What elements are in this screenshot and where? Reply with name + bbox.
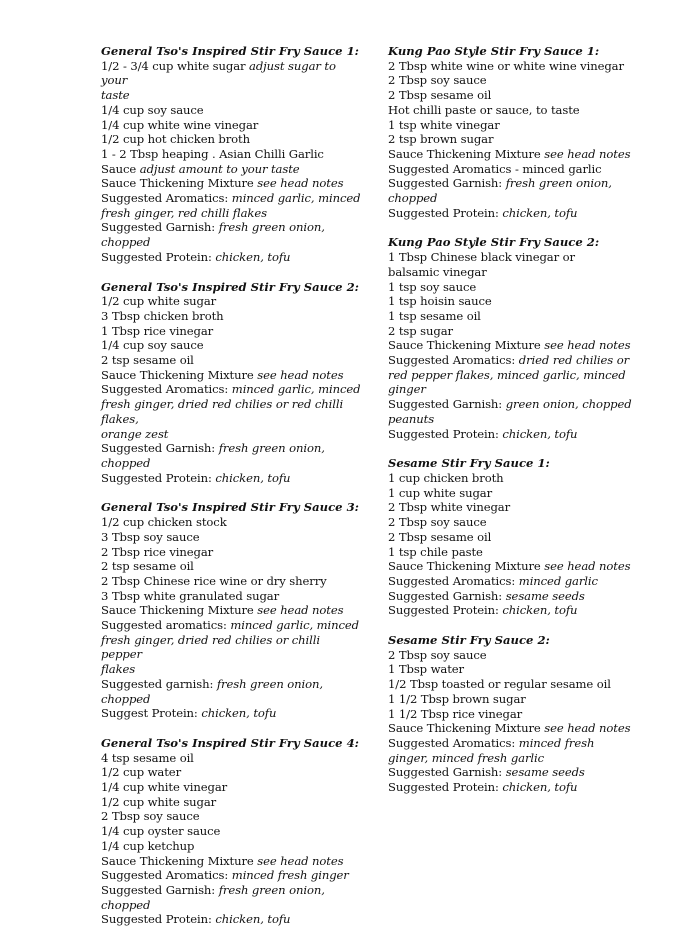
note-text: adjust sugar to your <box>101 58 336 88</box>
recipe-line <box>388 574 633 589</box>
ingredient-text: 1 tsp white vinegar <box>388 117 500 132</box>
recipe-line <box>101 368 363 383</box>
recipe-sesame-stir-fry-sauce-2 <box>388 633 633 795</box>
ingredient-text: Suggested Protein: <box>388 603 503 618</box>
recipe-line <box>388 265 633 280</box>
ingredient-text: Suggested Garnish: <box>388 588 506 603</box>
ingredient-text: 1/4 cup white wine vinegar <box>101 117 259 132</box>
recipe-line <box>388 132 633 147</box>
recipe-general-tso-s-inspired-stir-fry-sauce-4 <box>101 736 363 927</box>
recipe-line <box>101 751 363 766</box>
ingredient-text: 1 Tbsp water <box>388 662 464 677</box>
ingredient-text: 1/4 cup oyster sauce <box>101 824 221 839</box>
recipe-line <box>388 545 633 560</box>
ingredient-text: Suggested Protein: <box>388 426 503 441</box>
recipe-line <box>388 530 633 545</box>
recipe-line <box>101 324 363 339</box>
recipe-line <box>388 692 633 707</box>
note-text: see head notes <box>544 146 631 161</box>
ingredient-text: Suggested Aromatics: <box>388 353 519 368</box>
note-text: chicken, tofu <box>215 470 291 485</box>
ingredient-text: Suggested Garnish: <box>101 441 219 456</box>
note-text: chicken, tofu <box>215 912 291 927</box>
note-text: chicken, tofu <box>502 426 578 441</box>
note-text: chicken, tofu <box>215 249 291 264</box>
recipe-line <box>101 103 363 118</box>
note-text: see head notes <box>257 367 344 382</box>
note-text: minced fresh ginger <box>231 868 349 883</box>
recipe-general-tso-s-inspired-stir-fry-sauce-3 <box>101 500 363 721</box>
recipe-title: Sesame Stir Fry Sauce 2: <box>388 633 550 648</box>
note-text: ginger, minced fresh garlic <box>388 750 545 765</box>
recipe-line <box>101 618 363 633</box>
ingredient-text: 1/2 - 3/4 cup white sugar <box>101 58 250 73</box>
recipe-line <box>388 162 633 177</box>
ingredient-text: 2 Tbsp soy sauce <box>388 647 487 662</box>
ingredient-text: Sauce <box>101 161 140 176</box>
note-text: minced garlic, minced <box>231 191 361 206</box>
ingredient-text: Suggested garnish: <box>101 676 217 691</box>
ingredient-text: 1/2 Tbsp toasted or regular sesame oil <box>388 677 611 692</box>
note-text: ginger <box>388 382 426 397</box>
ingredient-text: Suggested Garnish: <box>101 220 219 235</box>
note-text: fresh ginger, red chilli flakes <box>101 205 267 220</box>
recipe-kung-pao-style-stir-fry-sauce-2 <box>388 235 633 441</box>
note-text: see head notes <box>257 176 344 191</box>
note-text: sesame seeds <box>505 588 585 603</box>
recipe-line <box>101 545 363 560</box>
ingredient-text: Sauce Thickening Mixture <box>101 176 258 191</box>
ingredient-text: Sauce Thickening Mixture <box>388 721 545 736</box>
recipe-line <box>388 662 633 677</box>
recipe-line <box>101 662 363 677</box>
recipe-line <box>388 103 633 118</box>
right-column <box>388 44 633 795</box>
note-text: minced fresh <box>518 735 595 750</box>
recipe-line <box>101 176 363 191</box>
recipe-line <box>101 912 363 927</box>
ingredient-text: 2 tsp sugar <box>388 323 453 338</box>
recipe-line <box>101 427 363 442</box>
recipe-line <box>101 338 363 353</box>
ingredient-text: Suggested Garnish: <box>388 176 506 191</box>
recipe-line <box>388 309 633 324</box>
recipe-line <box>388 736 633 751</box>
recipe-line <box>101 309 363 324</box>
ingredient-text: 2 tsp sesame oil <box>101 353 194 368</box>
recipe-line <box>101 854 363 869</box>
recipe-line <box>101 574 363 589</box>
ingredient-text: 1/2 cup white sugar <box>101 294 217 309</box>
ingredient-text: 1 - 2 Tbsp heaping . Asian Chilli Garlic <box>101 146 324 161</box>
ingredient-text: 1/4 cup ketchup <box>101 838 195 853</box>
recipe-line <box>101 397 363 426</box>
recipe-line <box>101 132 363 147</box>
recipe-line <box>388 88 633 103</box>
note-text: minced garlic, minced <box>231 382 361 397</box>
recipe-general-tso-s-inspired-stir-fry-sauce-1 <box>101 44 363 265</box>
ingredient-text: 3 Tbsp soy sauce <box>101 529 200 544</box>
recipe-line <box>388 118 633 133</box>
recipe-line <box>388 324 633 339</box>
recipe-line <box>101 220 363 249</box>
recipe-line <box>388 294 633 309</box>
recipe-line <box>101 530 363 545</box>
recipe-line <box>101 191 363 206</box>
note-text: fresh ginger, dried red chilies or chilli pepper <box>101 632 320 662</box>
note-text: see head notes <box>544 338 631 353</box>
recipe-title: General Tso's Inspired Stir Fry Sauce 2: <box>101 279 359 294</box>
ingredient-text: 2 tsp sesame oil <box>101 559 194 574</box>
recipe-line <box>388 368 633 383</box>
ingredient-text: Suggested Aromatics: <box>388 735 519 750</box>
recipe-line <box>101 839 363 854</box>
ingredient-text: 1 tsp chile paste <box>388 544 483 559</box>
note-text: see head notes <box>544 721 631 736</box>
ingredient-text: 1 cup chicken broth <box>388 470 504 485</box>
ingredient-text: Sauce Thickening Mixture <box>101 367 258 382</box>
recipe-line <box>101 795 363 810</box>
ingredient-text: Suggested Aromatics - minced garlic <box>388 161 602 176</box>
recipe-line <box>101 633 363 662</box>
recipe-line <box>101 250 363 265</box>
recipe-line <box>101 677 363 706</box>
ingredient-text: Suggested Protein: <box>101 912 216 927</box>
note-text: fresh green onion, chopped <box>101 882 325 912</box>
recipe-line <box>101 589 363 604</box>
ingredient-text: Sauce Thickening Mixture <box>388 146 545 161</box>
ingredient-text: 2 Tbsp soy sauce <box>388 515 487 530</box>
recipe-line <box>101 868 363 883</box>
ingredient-text: 1/4 cup white vinegar <box>101 780 228 795</box>
note-text: see head notes <box>257 603 344 618</box>
ingredient-text: Suggested Protein: <box>101 249 216 264</box>
ingredient-text: 1 Tbsp rice vinegar <box>101 323 214 338</box>
ingredient-text: Sauce Thickening Mixture <box>388 338 545 353</box>
recipe-line <box>101 162 363 177</box>
recipe-line <box>388 176 633 191</box>
ingredient-text: 1 tsp hoisin sauce <box>388 294 492 309</box>
ingredient-text: 1 1/2 Tbsp rice vinegar <box>388 706 523 721</box>
recipe-line <box>388 765 633 780</box>
recipe-line <box>388 780 633 795</box>
ingredient-text: 3 Tbsp chicken broth <box>101 308 224 323</box>
ingredient-text: 2 Tbsp soy sauce <box>101 809 200 824</box>
note-text: minced garlic <box>518 573 598 588</box>
recipe-line <box>388 73 633 88</box>
note-text: sesame seeds <box>505 765 585 780</box>
recipe-line <box>101 147 363 162</box>
recipe-line <box>101 471 363 486</box>
recipe-line <box>388 280 633 295</box>
recipe-line <box>388 751 633 766</box>
recipe-line <box>101 706 363 721</box>
ingredient-text: Suggested Aromatics: <box>101 191 232 206</box>
recipe-title: General Tso's Inspired Stir Fry Sauce 3: <box>101 500 359 515</box>
note-text: chicken, tofu <box>502 603 578 618</box>
ingredient-text: Suggested Protein: <box>388 205 503 220</box>
note-text: chopped <box>388 191 438 206</box>
ingredient-text: 1 tsp sesame oil <box>388 308 481 323</box>
recipe-line <box>388 677 633 692</box>
recipe-line <box>388 721 633 736</box>
recipe-general-tso-s-inspired-stir-fry-sauce-2 <box>101 280 363 486</box>
ingredient-text: 3 Tbsp white granulated sugar <box>101 588 280 603</box>
recipe-line <box>388 603 633 618</box>
recipe-line <box>388 427 633 442</box>
ingredient-text: Sauce Thickening Mixture <box>101 853 258 868</box>
recipe-line <box>101 353 363 368</box>
recipe-line <box>101 515 363 530</box>
note-text: see head notes <box>544 559 631 574</box>
note-text: red pepper flakes, minced garlic, minced <box>388 367 626 382</box>
note-text: fresh green onion, chopped <box>101 676 323 706</box>
ingredient-text: Suggested Protein: <box>101 470 216 485</box>
ingredient-text: Suggested Garnish: <box>101 882 219 897</box>
ingredient-text: Suggested Garnish: <box>388 397 506 412</box>
recipe-line <box>101 118 363 133</box>
ingredient-text: Suggested Aromatics: <box>101 868 232 883</box>
ingredient-text: 1/4 cup soy sauce <box>101 102 204 117</box>
recipe-line <box>388 191 633 206</box>
recipe-title: Kung Pao Style Stir Fry Sauce 1: <box>388 44 600 58</box>
recipe-line <box>101 824 363 839</box>
ingredient-text: Suggested Aromatics: <box>101 382 232 397</box>
ingredient-text: Sauce Thickening Mixture <box>101 603 258 618</box>
ingredient-text: Suggested Garnish: <box>388 765 506 780</box>
ingredient-text: 2 Tbsp sesame oil <box>388 529 492 544</box>
recipe-line <box>388 397 633 412</box>
ingredient-text: 1/2 cup chicken stock <box>101 515 227 530</box>
recipe-line <box>101 603 363 618</box>
ingredient-text: Hot chilli paste or sauce, to taste <box>388 102 580 117</box>
recipe-line <box>101 294 363 309</box>
ingredient-text: 2 tsp brown sugar <box>388 132 494 147</box>
recipe-line <box>388 412 633 427</box>
recipe-title: Sesame Stir Fry Sauce 1: <box>388 456 550 471</box>
note-text: chicken, tofu <box>201 706 277 721</box>
recipe-line <box>388 707 633 722</box>
recipe-line <box>388 250 633 265</box>
recipe-line <box>101 88 363 103</box>
recipe-sesame-stir-fry-sauce-1 <box>388 456 633 618</box>
note-text: chicken, tofu <box>502 205 578 220</box>
recipe-line <box>388 559 633 574</box>
ingredient-text: Suggested aromatics: <box>101 618 231 633</box>
ingredient-text: 1 1/2 Tbsp brown sugar <box>388 691 526 706</box>
ingredient-text: 2 Tbsp white vinegar <box>388 500 511 515</box>
recipe-line <box>101 883 363 912</box>
note-text: flakes <box>101 662 136 677</box>
ingredient-text: 1 tsp soy sauce <box>388 279 477 294</box>
ingredient-text: 2 Tbsp Chinese rice wine or dry sherry <box>101 573 327 588</box>
note-text: see head notes <box>257 853 344 868</box>
note-text: fresh green onion, <box>505 176 612 191</box>
ingredient-text: 1/2 cup hot chicken broth <box>101 132 250 147</box>
recipe-line <box>101 809 363 824</box>
ingredient-text: 2 Tbsp rice vinegar <box>101 544 214 559</box>
recipe-line <box>388 353 633 368</box>
left-column <box>101 44 363 927</box>
recipe-title: General Tso's Inspired Stir Fry Sauce 4: <box>101 735 359 750</box>
ingredient-text: 1 cup white sugar <box>388 485 493 500</box>
recipe-line <box>388 147 633 162</box>
ingredient-text: 2 Tbsp white wine or white wine vinegar <box>388 58 624 73</box>
ingredient-text: 2 Tbsp soy sauce <box>388 73 487 88</box>
note-text: fresh ginger, dried red chilies or red chilli flakes, <box>101 397 344 426</box>
note-text: peanuts <box>388 411 435 426</box>
ingredient-text: Suggested Aromatics: <box>388 573 519 588</box>
recipe-line <box>101 206 363 221</box>
recipe-line <box>388 486 633 501</box>
ingredient-text: 2 Tbsp sesame oil <box>388 88 492 103</box>
recipe-line <box>101 59 363 88</box>
note-text: green onion, chopped <box>505 397 632 412</box>
recipe-line <box>388 59 633 74</box>
ingredient-text: 1/2 cup white sugar <box>101 794 217 809</box>
recipe-line <box>388 648 633 663</box>
ingredient-text: 4 tsp sesame oil <box>101 750 194 765</box>
note-text: minced garlic, minced <box>230 618 359 633</box>
recipe-line <box>388 589 633 604</box>
ingredient-text: balsamic vinegar <box>388 264 487 279</box>
note-text: chicken, tofu <box>502 780 578 795</box>
note-text: fresh green onion, chopped <box>101 441 325 470</box>
recipe-title: Kung Pao Style Stir Fry Sauce 2: <box>388 235 600 250</box>
recipe-line <box>101 559 363 574</box>
note-text: dried red chilies or <box>518 353 630 368</box>
recipe-line <box>388 206 633 221</box>
recipe-line <box>388 515 633 530</box>
recipe-line <box>101 441 363 470</box>
note-text: orange zest <box>101 426 169 441</box>
ingredient-text: 1/4 cup soy sauce <box>101 338 204 353</box>
recipe-line <box>388 500 633 515</box>
ingredient-text: Suggest Protein: <box>101 706 202 721</box>
recipe-line <box>388 338 633 353</box>
recipe-line <box>101 765 363 780</box>
recipe-kung-pao-style-stir-fry-sauce-1 <box>388 44 633 220</box>
recipe-line <box>388 382 633 397</box>
ingredient-text: 1/2 cup water <box>101 765 182 780</box>
recipe-line <box>388 471 633 486</box>
ingredient-text: Sauce Thickening Mixture <box>388 559 545 574</box>
note-text: adjust amount to your taste <box>139 161 300 176</box>
recipe-line <box>101 780 363 795</box>
recipe-title: General Tso's Inspired Stir Fry Sauce 1: <box>101 44 359 58</box>
ingredient-text: Suggested Protein: <box>388 780 503 795</box>
note-text: fresh green onion, chopped <box>101 220 325 250</box>
note-text: taste <box>101 88 130 103</box>
ingredient-text: 1 Tbsp Chinese black vinegar or <box>388 250 575 265</box>
recipe-line <box>101 382 363 397</box>
